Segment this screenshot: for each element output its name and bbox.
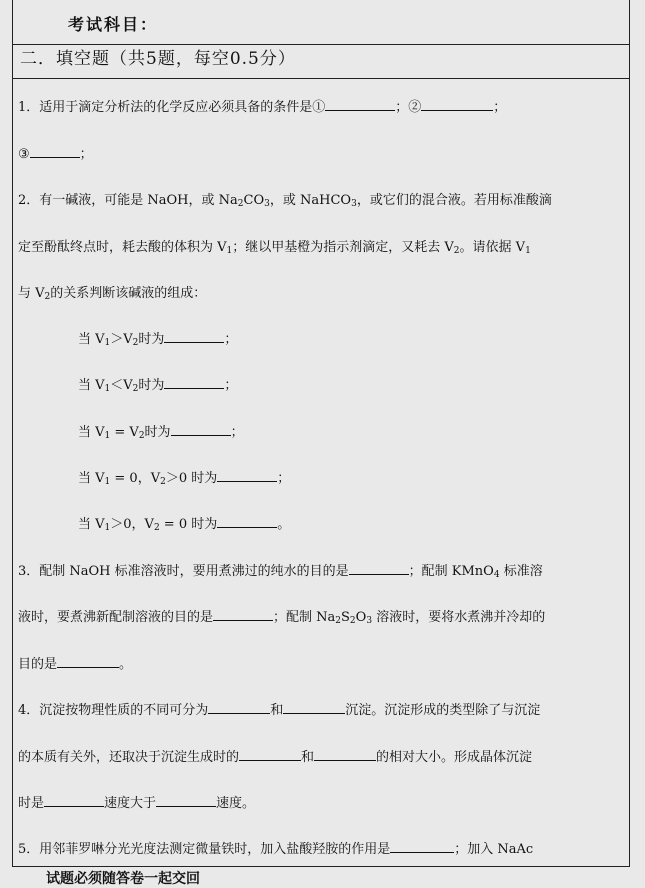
q1-blank-1[interactable]	[325, 98, 395, 111]
q5-blank-1[interactable]	[390, 840, 454, 853]
q1-blank-2[interactable]	[421, 98, 493, 111]
section-heading: 二．填空题（共5题，每空0.5分）	[20, 49, 296, 69]
q2-case-1: 当 $V_1>V_2$时为 ；	[78, 332, 238, 348]
q3-blank-3[interactable]	[57, 655, 119, 668]
q4-blank-3[interactable]	[239, 748, 301, 761]
q1-line-1: 1．适用于滴定分析法的化学反应必须具备的条件是① ；② ；	[18, 100, 507, 115]
q4-blank-6[interactable]	[156, 794, 216, 807]
rule-bottom	[12, 866, 630, 867]
q2-blank-1[interactable]	[164, 330, 224, 343]
q2-blank-3[interactable]	[171, 423, 231, 436]
q4-blank-1[interactable]	[208, 701, 270, 714]
q4-line-2: 的本质有关外，还取决于沉淀生成时的 和 的相对大小。形成晶体沉淀	[18, 750, 533, 765]
q1-line-2: ③ ；	[18, 147, 93, 162]
q5-line-1: 5．用邻菲罗啉分光光度法测定微量铁时，加入盐酸羟胺的作用是 ；加入 NaAc	[18, 842, 534, 857]
q4-blank-2[interactable]	[283, 701, 345, 714]
q4-blank-4[interactable]	[314, 748, 376, 761]
rule-under-section	[12, 78, 630, 79]
q3-line-1: 3．配制 NaOH 标准溶液时，要用煮沸过的纯水的目的是 ；配制 KMnO$_4$ 标准溶	[18, 564, 543, 580]
q2-blank-4[interactable]	[217, 469, 277, 482]
q4-blank-5[interactable]	[44, 794, 104, 807]
q4-line-1: 4．沉淀按物理性质的不同可分为 和 沉淀。沉淀形成的类型除了与沉淀	[18, 703, 541, 718]
q2-line-1: 2．有一碱液，可能是 NaOH，或 $Na_2CO_3$，或 NaHCO$_3$，或它们的混合液。若用标准酸滴	[18, 193, 552, 209]
rule-under-title	[12, 44, 630, 45]
q2-line-3: 与 $V_2$的关系判断该碱液的组成：	[18, 286, 207, 302]
q2-case-2: 当 $V_1<V_2$时为 ；	[78, 378, 238, 394]
q2-case-4: 当 $V_1 = 0$，$V_2>0$ 时为 ；	[78, 471, 291, 487]
q1-blank-3[interactable]	[30, 145, 80, 158]
q3-blank-1[interactable]	[349, 562, 409, 575]
q3-blank-2[interactable]	[213, 608, 273, 621]
q2-case-3: 当 $V_1 = V_2$时为 ；	[78, 425, 244, 441]
q3-line-2: 液时，要煮沸新配制溶液的目的是 ；配制 $Na_2S_2O_3$ 溶液时，要将水煮沸并冷却的	[18, 610, 546, 626]
q3-line-3: 目的是 。	[18, 657, 133, 672]
q2-blank-2[interactable]	[164, 376, 224, 389]
exam-subject-title: 考试科目：	[68, 15, 159, 34]
q2-blank-5[interactable]	[217, 515, 277, 528]
q2-case-5: 当 $V_1>0$，$V_2 = 0$ 时为 。	[78, 517, 291, 533]
footer-note: 试题必须随答卷一起交回	[46, 871, 200, 887]
q4-line-3: 时是 速度大于 速度。	[18, 796, 256, 811]
q2-line-2: 定至酚酞终点时，耗去酸的体积为 $V_1$；继以甲基橙为指示剂滴定，又耗去 $V_2$。请依据 $V_1$	[18, 240, 531, 256]
